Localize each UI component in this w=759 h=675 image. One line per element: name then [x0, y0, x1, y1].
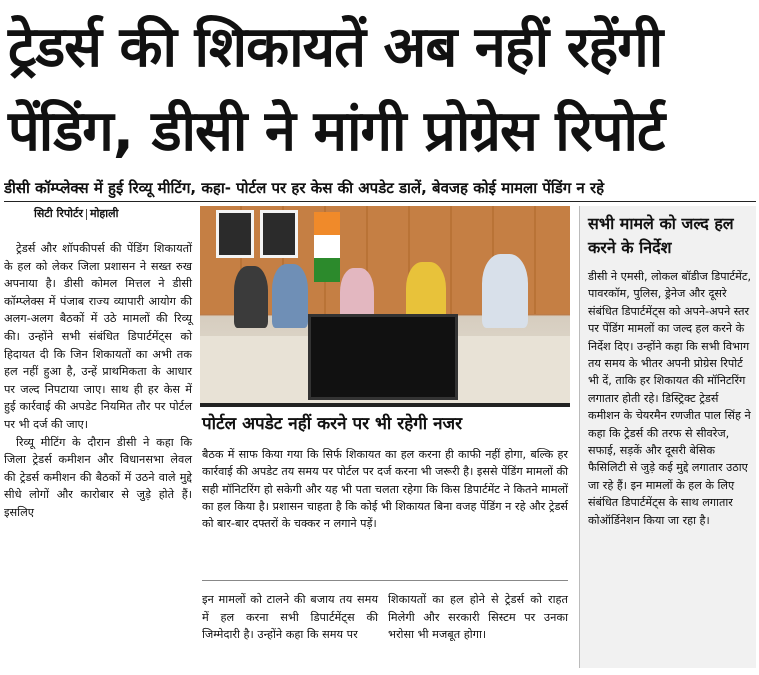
india-flag [314, 212, 340, 282]
photo-person [234, 266, 268, 328]
photo-frame-left [216, 210, 254, 258]
bottom-column-2-text: शिकायतों का हल होने से ट्रेडर्स को राहत मिलेगी और सरकारी सिस्टम पर उनका भरोसा भी मजबूत होगा। [388, 593, 568, 642]
mid-paragraph [202, 446, 568, 532]
photo-frame-right [260, 210, 298, 258]
photo-underline [200, 403, 570, 407]
photo-monitor [308, 314, 458, 400]
meeting-photo [200, 206, 570, 403]
mid-divider [202, 580, 568, 581]
bottom-column-1 [202, 591, 378, 644]
subheadline: डीसी कॉम्प्लेक्स में हुई रिव्यू मीटिंग, कहा- पोर्टल पर हर केस की अपडेट डालें, बेवजह कोई मामला पेंडिंग न रहे [4, 175, 756, 202]
byline-reporter: सिटी रिपोर्टर [34, 207, 83, 220]
sidebar-body [588, 268, 752, 529]
sidebar-body-text: डीसी ने एमसी, लोकल बॉडीज डिपार्टमेंट, पावरकॉम, पुलिस, ड्रेनेज और दूसरे संबंधित डिपार्टमेंट्स को अपने-अपने स्तर पर पेंडिंग मामलों का जल्द हल करने के निर्देश दिए। उन्होंने कहा कि सभी विभाग तय समय के भीतर अपनी प्रोग्रेस रिपोर्ट भी दें, ताकि हर शिकायत की मॉनिटरिंग लगातार होती रहे। डिस्ट्रिक्ट ट्रेडर्स कमीशन के चेयरमैन रणजीत पाल सिंह ने कहा कि ट्रेडर्स की तरफ से सीवरेज, सफाई, सड़कें और दूसरी बेसिक फैसिलिटी से जुड़े कई मुद्दे लगातार उठाए जा रहे हैं। इन मामलों के हल के लिए संबंधित डिपार्टमेंट्स के साथ लगातार कोऑर्डिनेशन किया जा रहा है। [588, 270, 752, 527]
headline: ट्रेडर्स की शिकायतें अब नहीं रहेंगी पेंडिंग, डीसी ने मांगी प्रोग्रेस रिपोर्ट [8, 15, 665, 164]
photo-person [482, 254, 528, 328]
byline-city: मोहाली [90, 207, 119, 220]
left-paragraph-1: ट्रेडर्स और शॉपकीपर्स की पेंडिंग शिकायतों के हल को लेकर जिला प्रशासन ने सख्त रुख अपनाया है। डीसी कोमल मित्तल ने डीसी कॉम्प्लेक्स में पंजाब राज्य व्यापारी आयोग की अलग-अलग बैठकों में उठे मामलों की रिव्यू की। उन्होंने सभी संबंधित डिपार्टमेंट्स को हिदायत दी कि जिन शिकायतों का अभी तक हल नहीं हुआ है, उन्हें प्राथमिकता के आधार पर जल्द निपटाया जाए। साथ ही हर केस में हुई कार्रवाई की अपडेट नियमित तौर पर पोर्टल पर भी दर्ज की जाए। [4, 242, 192, 431]
left-column [4, 240, 192, 522]
left-paragraph-2: रिव्यू मीटिंग के दौरान डीसी ने कहा कि जिला ट्रेडर्स कमीशन और विधानसभा लेवल की ट्रेडर्स कमीशन की बैठकों में उठने वाले मुद्दे सीधे लोगों और कारोबार से जुड़े होते हैं। इसलिए [4, 435, 192, 519]
mid-section-title: पोर्टल अपडेट नहीं करने पर भी रहेगी नजर [202, 414, 463, 434]
sidebar-title: सभी मामले को जल्द हल करने के निर्देश [588, 214, 734, 257]
byline [34, 206, 118, 221]
mid-paragraph-text: बैठक में साफ किया गया कि सिर्फ शिकायत का हल करना ही काफी नहीं होगा, बल्कि हर कार्रवाई की अपडेट तय समय पर पोर्टल पर दर्ज करना भी जरूरी है। इससे पेंडिंग मामलों की सही मॉनिटरिंग हो सकेगी और यह भी पता चलता रहेगा कि किस डिपार्टमेंट ने कितने मामलों का हल किया है। प्रशासन चाहता है कि कोई भी शिकायत बिना वजह पेंडिंग न रहे और ट्रेडर्स को बार-बार दफ्तरों के चक्कर न लगाने पड़ें। [202, 448, 568, 531]
bottom-column-2 [388, 591, 568, 644]
bottom-column-1-text: इन मामलों को टालने की बजाय तय समय में हल करना सभी डिपार्टमेंट्स की जिम्मेदारी है। उन्होंने कहा कि समय पर [202, 593, 378, 642]
photo-person [272, 264, 308, 328]
byline-separator [86, 209, 87, 220]
